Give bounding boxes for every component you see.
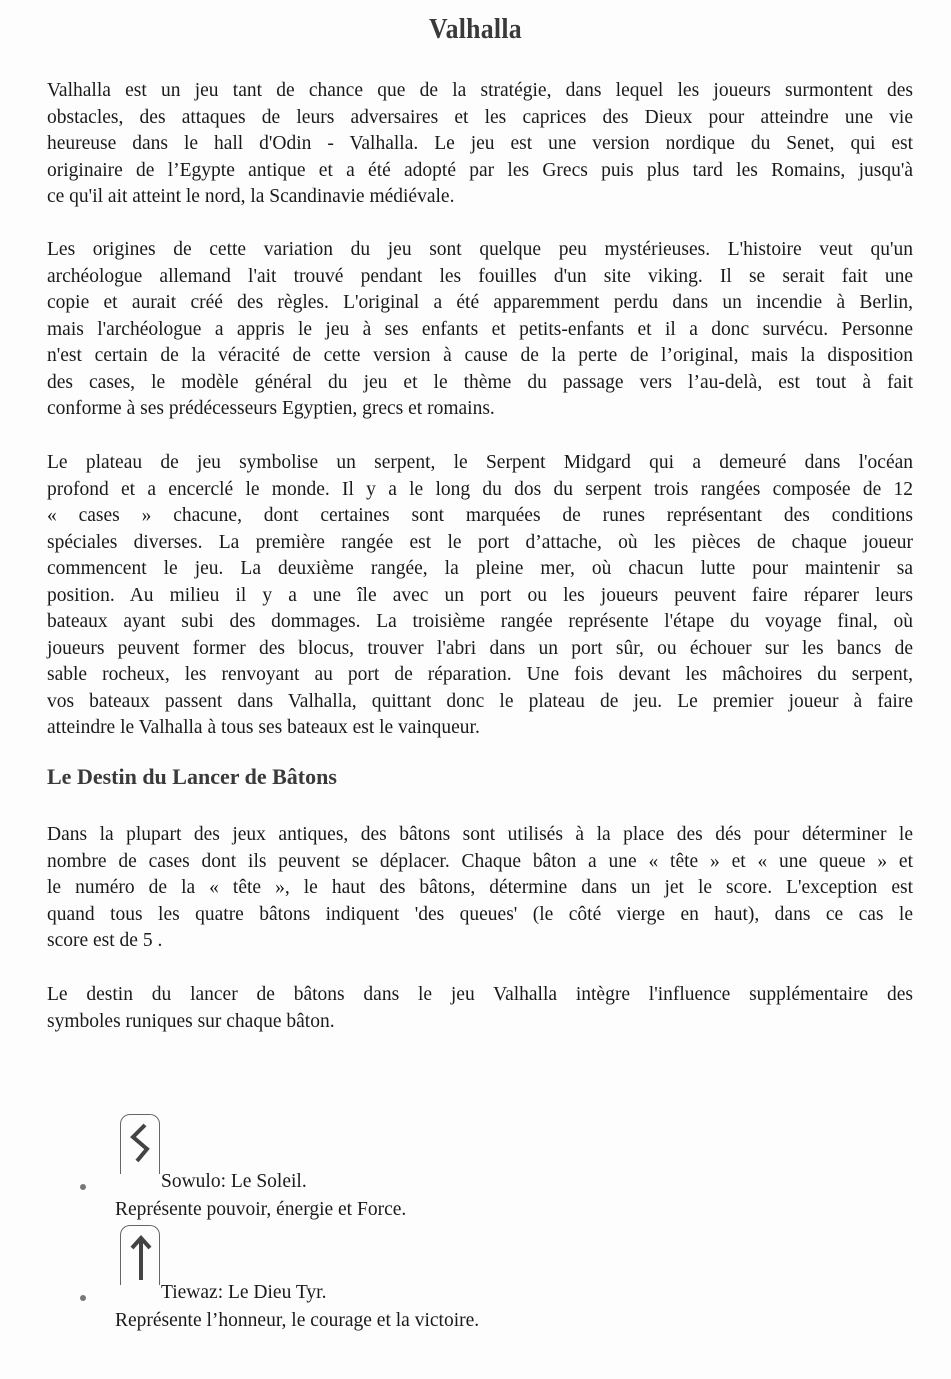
sowulo-rune-icon bbox=[120, 1114, 160, 1174]
text-line: joueurs peuvent former des blocus, trouver l'abri dans un port sûr, ou échouer sur les bancs de bbox=[47, 637, 913, 659]
text-line: atteindre le Valhalla à tous ses bateaux est le vainqueur. bbox=[47, 717, 480, 738]
text-line: bateaux ayant subi des dommages. La troisième rangée représente l'étape du voyage final, où bbox=[47, 611, 913, 632]
text-line: spéciales diverses. La première rangée est le port d’attache, où les pièces de chaque joueur bbox=[47, 531, 913, 553]
page-title: Valhalla bbox=[429, 14, 522, 45]
paragraph-board bbox=[47, 450, 913, 742]
text-line: conforme à ses prédécesseurs Egyptien, grecs et romains. bbox=[47, 398, 495, 419]
text-line: mais l'archéologue a appris le jeu à ses enfants et petits-enfants et il a donc survécu. Personne bbox=[47, 318, 913, 340]
text-line: des cases, le modèle général du jeu et le thème du passage vers l’au-delà, est tout à fait bbox=[47, 371, 913, 393]
text-line: score est de 5 . bbox=[47, 930, 163, 951]
text-line: heureuse dans le hall d'Odin - Valhalla. Le jeu est une version nordique du Senet, qui est bbox=[47, 133, 913, 154]
text-line: vos bateaux passent dans Valhalla, quittant donc le plateau de jeu. Le premier joueur à faire bbox=[47, 690, 913, 712]
text-line: Les origines de cette variation du jeu sont quelque peu mystérieuses. L'histoire veut qu'un bbox=[47, 239, 913, 260]
tiewaz-rune-icon bbox=[120, 1225, 160, 1285]
text-line: profond et a encerclé le monde. Il y a le long du dos du serpent trois rangées composée de 12 bbox=[47, 478, 913, 500]
text-line: ce qu'il ait atteint le nord, la Scandinavie médiévale. bbox=[47, 186, 455, 207]
text-line: Le plateau de jeu symbolise un serpent, le Serpent Midgard qui a demeuré dans l'océan bbox=[47, 452, 913, 473]
text-line: le numéro de la « tête », le haut des bâtons, détermine dans un jet le score. L'exception est bbox=[47, 877, 913, 898]
text-line: originaire de l’Egypte antique et a été adopté par les Grecs puis plus tard les Romains, jusqu'à bbox=[47, 159, 913, 181]
rune-name: Sowulo: Le Soleil. bbox=[161, 1171, 307, 1192]
text-line: archéologue allemand l'ait trouvé pendant les fouilles d'un site viking. Il se serait fait une bbox=[47, 265, 913, 287]
text-line: position. Au milieu il y a une île avec un port ou les joueurs peuvent faire réparer leurs bbox=[47, 584, 913, 606]
text-line: obstacles, des attaques de leurs adversaires et les caprices des Dieux pour atteindre une vie bbox=[47, 106, 913, 128]
paragraph-runes-intro bbox=[47, 982, 913, 1035]
text-line: Dans la plupart des jeux antiques, des bâtons sont utilisés à la place des dés pour déterminer le bbox=[47, 824, 913, 845]
text-line: Valhalla est un jeu tant de chance que de la stratégie, dans lequel les joueurs surmontent des bbox=[47, 80, 913, 101]
text-line: nombre de cases dont ils peuvent se déplacer. Chaque bâton a une « tête » et « une queue » et bbox=[47, 850, 913, 872]
bullet-icon bbox=[80, 1295, 86, 1301]
text-line: commencent le jeu. La deuxième rangée, la pleine mer, où chacun lutte pour maintenir sa bbox=[47, 558, 913, 579]
paragraph-sticks bbox=[47, 822, 913, 955]
text-line: sable rocheux, les renvoyant au port de réparation. Une fois devant les mâchoires du serpent, bbox=[47, 664, 913, 685]
paragraph-intro bbox=[47, 78, 913, 211]
rune-name: Tiewaz: Le Dieu Tyr. bbox=[161, 1282, 327, 1303]
text-line: symboles runiques sur chaque bâton. bbox=[47, 1010, 335, 1032]
section-heading: Le Destin du Lancer de Bâtons bbox=[47, 764, 337, 789]
rune-description: Représente l’honneur, le courage et la victoire. bbox=[115, 1310, 480, 1331]
paragraph-origins bbox=[47, 237, 913, 423]
bullet-icon bbox=[80, 1184, 86, 1190]
text-line: copie et aurait créé des règles. L'original a été apparemment perdu dans un incendie à Berlin, bbox=[47, 292, 913, 313]
text-line: « cases » chacune, dont certaines sont marquées de runes représentant des conditions bbox=[47, 505, 913, 526]
text-line: Le destin du lancer de bâtons dans le jeu Valhalla intègre l'influence supplémentaire des bbox=[47, 984, 913, 1005]
rune-description: Représente pouvoir, énergie et Force. bbox=[115, 1199, 407, 1220]
text-line: n'est certain de la véracité de cette version à cause de la perte de l’original, mais la disposition bbox=[47, 345, 913, 366]
text-line: quand tous les quatre bâtons indiquent 'des queues' (le côté vierge en haut), dans ce cas le bbox=[47, 903, 913, 925]
